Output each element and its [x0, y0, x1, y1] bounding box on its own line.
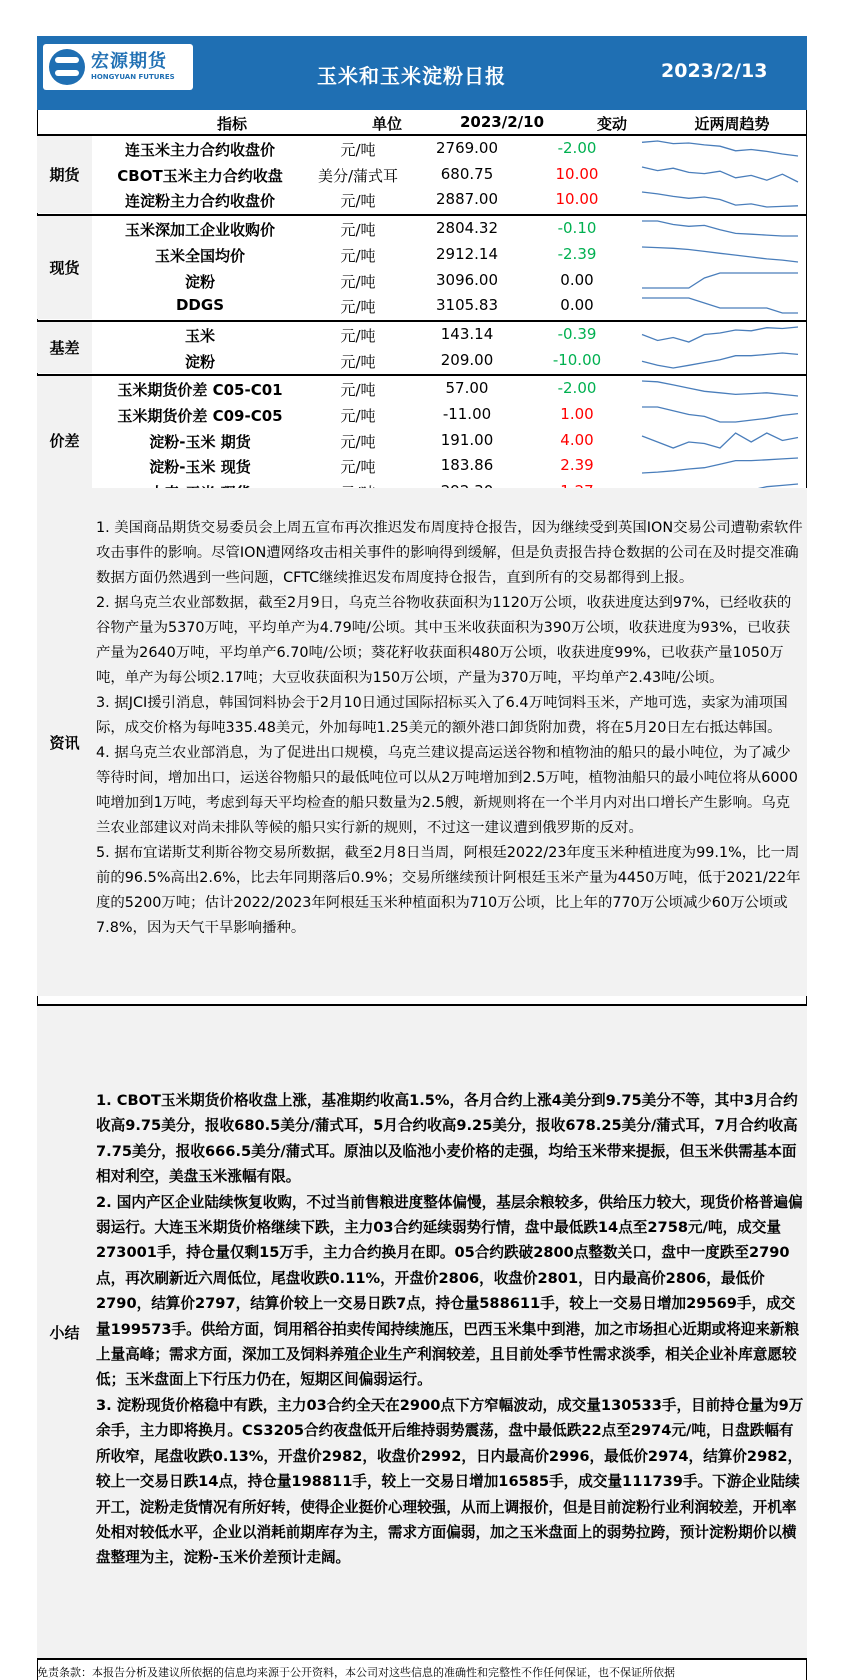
- report-title: 玉米和玉米淀粉日报: [317, 64, 506, 88]
- indicator-name: 玉米期货价差 C05-C01: [117, 381, 283, 400]
- logo-name-cn: 宏源期货: [91, 51, 167, 72]
- indicator-name: 玉米全国均价: [154, 246, 245, 265]
- news-paragraph: 2. 据乌克兰农业部数据，截至2月9日，乌克兰谷物收获面积为1120万公顷，收获进度达到97%，已经收获的谷物产量为5370万吨，平均单产为4.79吨/公顷。其中玉米收获面积为390万公顷，收获进度为93%，已收获产量为2640万吨，平均单产6.70吨/公顷；葵花籽收获面积480万公顷，收获进度99%，已收获产量1050万吨，单产为每公顷2.17吨；大豆收获面积为150万公顷，产量为370万吨，平均单产2.43吨/公顷。: [96, 595, 792, 686]
- trend-line: [642, 192, 798, 207]
- col-header-unit: 单位: [371, 115, 402, 133]
- table-row: [92, 453, 807, 478]
- table-row: [92, 162, 807, 187]
- table-row: [92, 376, 807, 401]
- logo-name-en: HONGYUAN FUTURES: [91, 73, 175, 81]
- value-cell: 183.86: [440, 456, 494, 475]
- trend-line: [642, 298, 798, 313]
- change-cell: 0.00: [560, 296, 594, 315]
- value-cell: 3096.00: [435, 270, 499, 289]
- news-paragraph: 5. 据布宜诺斯艾利斯谷物交易所数据，截至2月8日当周，阿根廷2022/23年度玉米种植进度为99.1%，比一周前的96.5%高出2.6%，比去年同期落后0.9%；交易所继续预计阿根廷玉米产量为4450万吨，低于2021/22年度的5200万吨；估计2022/2023年阿根廷玉米种植面积为710万公顷，比上年的770万公顷减少60万公顷或7.8%，因为天气干旱影响播种。: [96, 845, 801, 936]
- report-date: 2023/2/13: [661, 60, 768, 82]
- value-cell: 209.00: [440, 350, 494, 369]
- indicator-name: 连玉米主力合约收盘价: [124, 141, 275, 159]
- unit-cell: 元/吨: [340, 272, 376, 291]
- unit-cell: 元/吨: [340, 432, 376, 451]
- change-cell: 1.00: [560, 405, 594, 423]
- news-label: 资讯: [37, 488, 92, 996]
- change-cell: -10.00: [552, 350, 602, 369]
- unit-cell: 元/吨: [340, 141, 376, 159]
- table-row: [92, 293, 807, 318]
- value-cell: 57.00: [445, 379, 489, 398]
- trend-line: [642, 458, 798, 473]
- table-row: [92, 348, 807, 373]
- trend-sparkline: [640, 324, 800, 345]
- indicator-name: 玉米: [184, 326, 215, 345]
- value-cell: 2912.14: [435, 244, 499, 263]
- section-divider: [37, 1658, 807, 1660]
- trend-line: [642, 273, 798, 288]
- indicator-name: 淀粉-玉米 现货: [149, 458, 251, 477]
- unit-cell: 元/吨: [340, 221, 376, 240]
- trend-sparkline: [640, 164, 800, 185]
- col-header-date: 2023/2/10: [459, 113, 545, 131]
- trend-sparkline: [640, 138, 800, 159]
- unit-cell: 元/吨: [340, 326, 376, 345]
- change-cell: -0.39: [557, 324, 597, 343]
- value-cell: -11.00: [442, 405, 492, 423]
- col-header-indicator: 指标: [216, 115, 247, 133]
- trend-line: [642, 381, 798, 396]
- trend-sparkline: [640, 244, 800, 265]
- unit-cell: 元/吨: [340, 407, 376, 425]
- table-row: [92, 242, 807, 267]
- value-cell: 2804.32: [435, 219, 499, 238]
- unit-cell: 美分/蒲式耳: [317, 166, 399, 185]
- change-cell: 10.00: [555, 164, 599, 183]
- table-row: [92, 187, 807, 212]
- indicator-name: 淀粉: [184, 272, 215, 291]
- col-header-change: 变动: [596, 115, 627, 133]
- change-cell: -2.00: [557, 139, 597, 157]
- indicator-name: 连淀粉主力合约收盘价: [124, 192, 275, 211]
- summary-label: 小结: [37, 1006, 92, 1658]
- trend-sparkline: [640, 295, 800, 316]
- change-cell: 0.00: [560, 270, 594, 289]
- trend-sparkline: [640, 270, 800, 291]
- trend-sparkline: [640, 430, 800, 451]
- value-cell: 3105.83: [435, 296, 499, 315]
- trend-sparkline: [640, 189, 800, 210]
- group-label: 基差: [37, 322, 92, 373]
- trend-line: [642, 327, 798, 342]
- news-paragraph: 3. 据JCI援引消息，韩国饲料协会于2月10日通过国际招标买入了6.4万吨饲料玉米，产地可选，卖家为浦项国际，成交价格为每吨335.48美元，外加每吨1.25美元的额外港口卸货附加费，将在5月20日左右抵达韩国。: [96, 695, 788, 736]
- unit-cell: 元/吨: [340, 246, 376, 265]
- indicator-name: 淀粉-玉米 期货: [149, 432, 251, 451]
- table-row: [92, 216, 807, 241]
- table-row: [92, 428, 807, 453]
- report-header: [37, 36, 807, 110]
- change-cell: -2.39: [557, 244, 597, 263]
- indicator-name: 玉米深加工企业收购价: [124, 221, 275, 240]
- value-cell: 143.14: [440, 324, 494, 343]
- unit-cell: 元/吨: [340, 458, 376, 477]
- unit-cell: 元/吨: [340, 352, 376, 371]
- trend-sparkline: [640, 404, 800, 425]
- change-cell: 2.39: [560, 456, 594, 475]
- change-cell: -2.00: [557, 379, 597, 398]
- table-header: [37, 112, 807, 134]
- value-cell: 191.00: [440, 430, 494, 449]
- trend-line: [642, 247, 798, 262]
- change-cell: 10.00: [555, 190, 599, 209]
- summary-paragraph: 1. CBOT玉米期货价格收盘上涨，基准期约收高1.5%，各月合约上涨4美分到9.75美分不等，其中3月合约收高9.75美分，报收680.5美分/蒲式耳，5月合约收高9.25美分，报收678.25美分/蒲式耳，7月合约收高7.75美分，报收666.5美分/蒲式耳。原油以及临池小麦价格的走强，均给玉米带来提振，但玉米供需基本面相对利空，美盘玉米涨幅有限。: [96, 1092, 798, 1186]
- table-row: [92, 322, 807, 347]
- trend-line: [642, 353, 798, 368]
- group-label: 价差: [37, 376, 92, 505]
- group-label: 现货: [37, 216, 92, 319]
- indicator-name: 淀粉: [184, 352, 215, 371]
- value-cell: 2887.00: [435, 190, 499, 209]
- indicator-name: CBOT玉米主力合约收盘: [117, 166, 283, 185]
- summary-paragraph: 2. 国内产区企业陆续恢复收购，不过当前售粮进度整体偏慢，基层余粮较多，供给压力较大，现货价格普遍偏弱运行。大连玉米期货价格继续下跌，主力03合约延续弱势行情，盘中最低跌14点至2758元/吨，成交量273001手，持仓量仅剩15万手，主力合约换月在即。05合约跌破2800点整数关口，盘中一度跌至2790点，再次刷新近六周低位，尾盘收跌0.11%，开盘价2806，收盘价2801，日内最高价2806，最低价2790，结算价2797，结算价较上一交易日跌7点，持仓量588611手，较上一交易日增加29569手，成交量199573手。供给方面，饲用稻谷拍卖传闻持续施压，巴西玉米集中到港，加之市场担心近期或将迎来新粮上量高峰；需求方面，深加工及饲料养殖企业生产利润较差，且目前处季节性需求淡季，相关企业补库意愿较低；玉米盘面上下行压力仍在，短期区间偏弱运行。: [96, 1193, 803, 1389]
- company-logo: [43, 44, 193, 90]
- trend-sparkline: [640, 218, 800, 239]
- trend-line: [642, 221, 798, 236]
- disclaimer-text: 免责条款：本报告分析及建议所依据的信息均来源于公开资料，本公司对这些信息的准确性和完整性不作任何保证，也不保证所依据: [37, 1666, 675, 1679]
- indicator-name: DDGS: [175, 296, 225, 315]
- trend-line: [642, 167, 798, 182]
- trend-sparkline: [640, 378, 800, 399]
- value-cell: 2769.00: [435, 139, 499, 157]
- logo-mark-icon: [49, 49, 85, 85]
- trend-line: [642, 407, 798, 422]
- value-cell: 680.75: [440, 164, 494, 183]
- trend-sparkline: [640, 350, 800, 371]
- news-body: [96, 516, 804, 941]
- summary-paragraph: 3. 淀粉现货价格稳中有跌，主力03合约全天在2900点下方窄幅波动，成交量130533手，目前持仓量为9万余手，主力即将换月。CS3205合约夜盘低开后维持弱势震荡，盘中最低跌22点至2974元/吨，日盘跌幅有所收窄，尾盘收跌0.13%，开盘价2982，收盘价2992，日内最高价2996，最低价2974，结算价2982，较上一交易日跌14点，持仓量198811手，较上一交易日增加16585手，成交量111739手。下游企业陆续开工，淀粉走货情况有所好转，使得企业挺价心理较强，从而上调报价，但是目前淀粉行业利润较差，开机率处相对较低水平，企业以消耗前期库存为主，需求方面偏弱，加之玉米盘面上的弱势拉跨，预计淀粉期价以横盘整理为主，淀粉-玉米价差预计走阔。: [96, 1396, 804, 1567]
- group-label: 期货: [37, 136, 92, 213]
- table-row: [92, 402, 807, 427]
- unit-cell: 元/吨: [340, 192, 376, 211]
- change-cell: -0.10: [557, 219, 597, 238]
- trend-line: [642, 141, 798, 156]
- trend-line: [642, 433, 798, 448]
- table-row: [92, 136, 807, 161]
- news-paragraph: 1. 美国商品期货交易委员会上周五宣布再次推迟发布周度持仓报告，因为继续受到英国ION交易公司遭勒索软件攻击事件的影响。尽管ION遭网络攻击相关事件的影响得到缓解，但是负责报告持仓数据的公司在及时提交准确数据方面仍然遇到一些问题，CFTC继续推迟发布周度持仓报告，直到所有的交易都得到上报。: [96, 520, 803, 586]
- unit-cell: 元/吨: [340, 381, 376, 400]
- col-header-trend: 近两周趋势: [694, 115, 770, 133]
- change-cell: 4.00: [560, 430, 594, 449]
- table-row: [92, 268, 807, 293]
- news-paragraph: 4. 据乌克兰农业部消息，为了促进出口规模，乌克兰建议提高运送谷物和植物油的船只的最小吨位，为了减少等待时间，增加出口，运送谷物船只的最低吨位可以从2万吨增加到2.5万吨，植物油船只的最小吨位将从6000吨增加到1万吨，考虑到每天平均检查的船只数量为2.5艘，新规则将在一个半月内对出口增长产生影响。乌克兰农业部建议对尚未排队等候的船只实行新的规则，不过这一建议遭到俄罗斯的反对。: [96, 745, 798, 836]
- trend-sparkline: [640, 455, 800, 476]
- unit-cell: 元/吨: [340, 298, 376, 317]
- summary-body: [96, 1088, 804, 1571]
- indicator-name: 玉米期货价差 C09-C05: [117, 407, 283, 425]
